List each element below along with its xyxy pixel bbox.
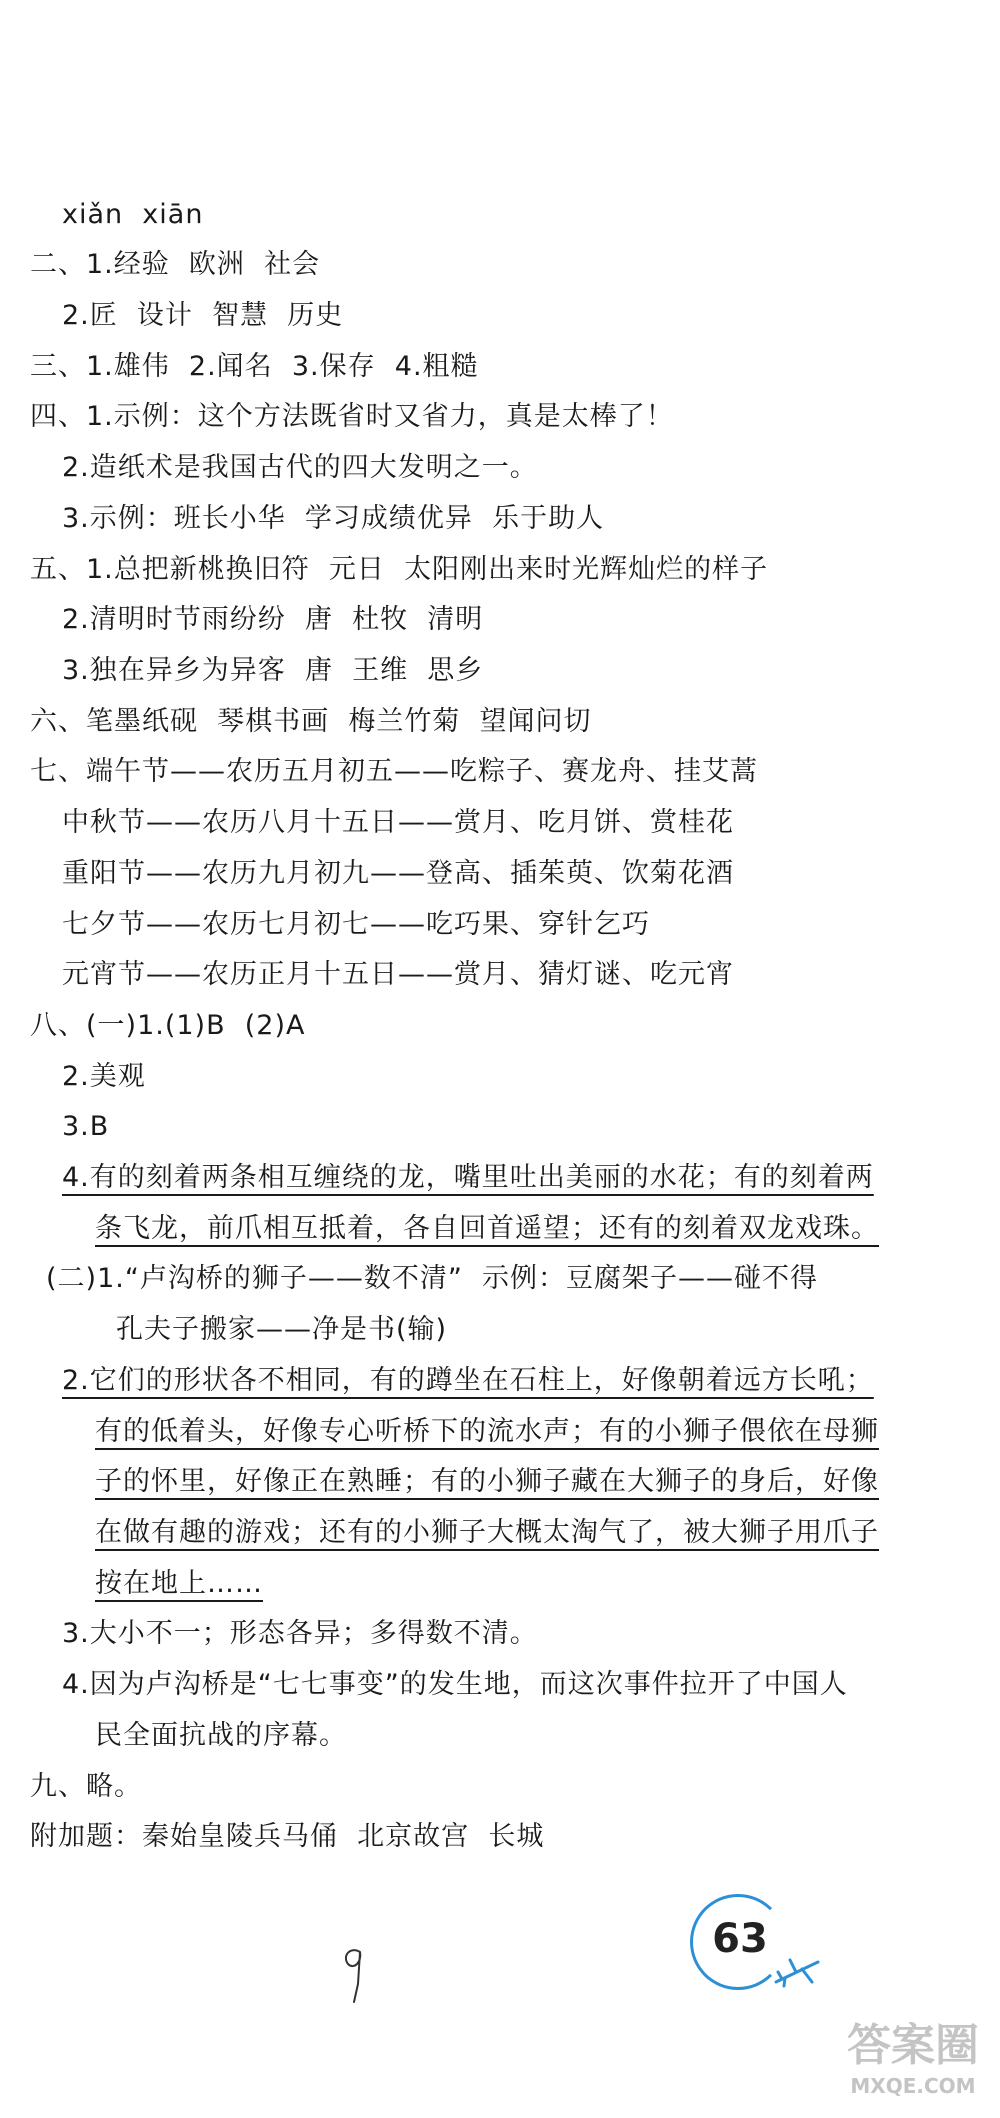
answer-9: 九、略。	[30, 1771, 142, 1802]
answer-8-2-2-line3	[95, 1463, 1000, 1501]
answer-7-dragon-boat: 七、端午节——农历五月初五——吃粽子、赛龙舟、挂艾蒿	[30, 756, 758, 787]
underlined-text: 在做有趣的游戏；还有的小狮子大概太淘气了，被大狮子用爪子	[95, 1517, 879, 1548]
watermark-logo-text: 答案圈	[847, 2020, 979, 2071]
answer-8-1-4-line2	[95, 1210, 1000, 1248]
underlined-text: 4.有的刻着两条相互缠绕的龙，嘴里吐出美丽的水花；有的刻着两	[62, 1162, 874, 1193]
answer-8-2-2-line2	[95, 1413, 1000, 1451]
answer-8-1-1: 八、(一)1.(1)B (2)A	[30, 1010, 306, 1041]
answer-4-2: 2.造纸术是我国古代的四大发明之一。	[62, 452, 538, 483]
bonus-answer: 附加题：秦始皇陵兵马俑 北京故宫 长城	[30, 1821, 545, 1852]
answer-2-1: 二、1.经验 欧洲 社会	[30, 249, 321, 280]
answer-5-3: 3.独在异乡为异客 唐 王维 思乡	[62, 655, 484, 686]
answer-8-2-1: (二)1.“卢沟桥的狮子——数不清” 示例：豆腐架子——碰不得	[46, 1263, 818, 1294]
answer-8-1-2: 2.美观	[62, 1061, 146, 1092]
answer-6: 六、笔墨纸砚 琴棋书画 梅兰竹菊 望闻问切	[30, 706, 592, 737]
answer-8-1-3: 3.B	[62, 1111, 110, 1142]
answer-8-2-3: 3.大小不一；形态各异；多得数不清。	[62, 1618, 538, 1649]
watermark-logo	[838, 2020, 988, 2112]
handwritten-mark	[338, 1944, 368, 2008]
answer-2-2: 2.匠 设计 智慧 历史	[62, 300, 344, 331]
underlined-text: 有的低着头，好像专心听桥下的流水声；有的小狮子偎依在母狮	[95, 1416, 879, 1447]
answer-8-1-4-line1	[62, 1159, 1000, 1197]
airplane-icon	[772, 1956, 824, 1988]
underlined-text: 子的怀里，好像正在熟睡；有的小狮子藏在大狮子的身后，好像	[95, 1466, 879, 1497]
underlined-text: 条飞龙，前爪相互抵着，各自回首遥望；还有的刻着双龙戏珠。	[95, 1213, 879, 1244]
answer-8-2-2-line1	[62, 1362, 1000, 1400]
answer-4-1: 四、1.示例：这个方法既省时又省力，真是太棒了！	[30, 401, 674, 432]
page-number: 63	[712, 1916, 768, 1962]
answer-7-lantern: 元宵节——农历正月十五日——赏月、猜灯谜、吃元宵	[62, 959, 734, 990]
answer-7-double-ninth: 重阳节——农历九月初九——登高、插茱萸、饮菊花酒	[62, 858, 734, 889]
answer-8-2-1-cont: 孔夫子搬家——净是书(输)	[116, 1314, 448, 1345]
answer-7-qixi: 七夕节——农历七月初七——吃巧果、穿针乞巧	[62, 909, 650, 940]
underlined-text: 按在地上……	[95, 1568, 263, 1599]
answer-4-3: 3.示例：班长小华 学习成绩优异 乐于助人	[62, 503, 605, 534]
answer-7-mid-autumn: 中秋节——农历八月十五日——赏月、吃月饼、赏桂花	[62, 807, 734, 838]
answer-3: 三、1.雄伟 2.闻名 3.保存 4.粗糙	[30, 351, 479, 382]
answer-8-2-2-line5	[95, 1565, 1000, 1603]
answer-8-2-2-line4	[95, 1514, 1000, 1552]
underlined-text: 2.它们的形状各不相同，有的蹲坐在石柱上，好像朝着远方长吼；	[62, 1365, 874, 1396]
answer-5-2: 2.清明时节雨纷纷 唐 杜牧 清明	[62, 604, 484, 635]
answer-8-2-4-line1: 4.因为卢沟桥是“七七事变”的发生地，而这次事件拉开了中国人	[62, 1669, 848, 1700]
pinyin-line: xiǎn xiān	[62, 199, 204, 230]
watermark-url: MXQE.COM	[850, 2074, 976, 2098]
answer-5-1: 五、1.总把新桃换旧符 元日 太阳刚出来时光辉灿烂的样子	[30, 554, 769, 585]
answer-8-2-4-line2: 民全面抗战的序幕。	[95, 1720, 347, 1751]
